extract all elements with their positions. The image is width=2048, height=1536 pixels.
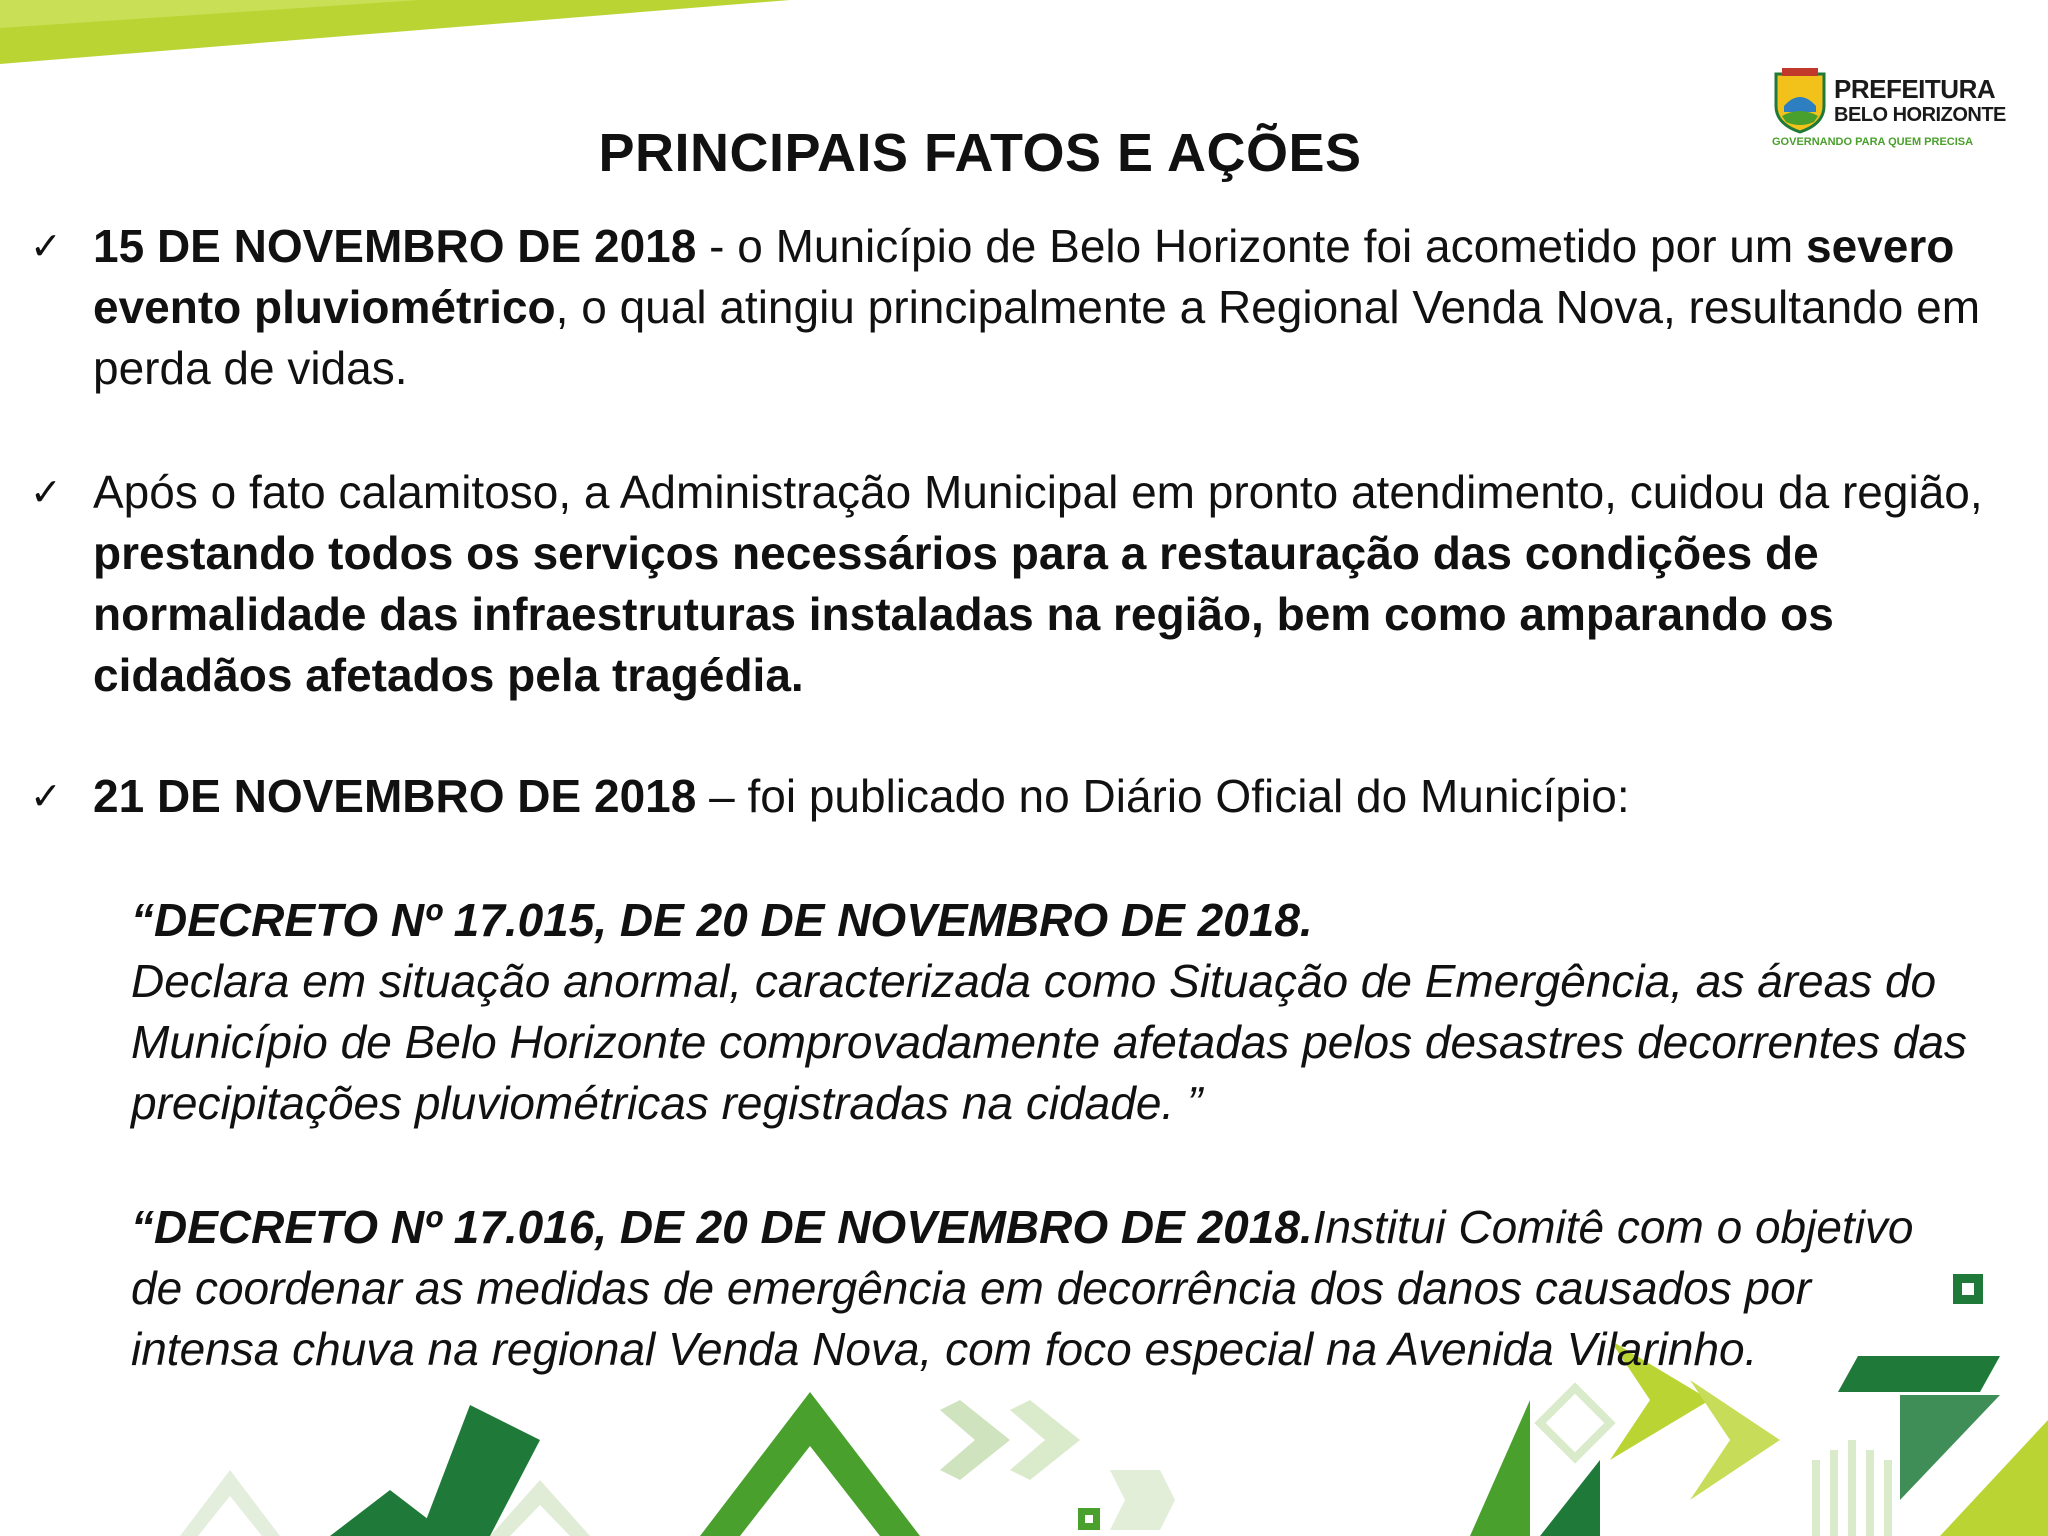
decree-title-2: “DECRETO Nº 17.016, DE 20 DE NOVEMBRO DE 2018.	[131, 1201, 1313, 1253]
logo-line-city: BELO HORIZONTE	[1834, 104, 2006, 126]
deco-triangle-green-2	[1470, 1400, 1530, 1536]
decree-body-1: Declara em situação anormal, caracterizada como Situação de Emergência, as áreas do Município de Belo Horizonte comprovadamente afetadas pelos desastres decorrentes das precipitações pluviométricas registradas na cidade. ”	[131, 955, 1967, 1129]
bullet-date-1: 15 DE NOVEMBRO DE 2018	[93, 220, 697, 272]
bullet-item-3	[30, 766, 1990, 827]
bullet-item-2	[30, 462, 1990, 706]
decree-title-1: “DECRETO Nº 17.015, DE 20 DE NOVEMBRO DE 2018.	[131, 894, 1313, 946]
decree-body-2: Institui Comitê com o objetivo de coordenar as medidas de emergência em decorrência dos danos causados por intensa chuva na regional Venda Nova, com foco especial na Avenida Vilarinho.	[131, 1201, 1914, 1375]
deco-triangle-dark-4	[1900, 1395, 2000, 1500]
deco-chevron-pale-3	[940, 1400, 1010, 1480]
deco-chevron-light-1	[180, 1470, 280, 1536]
bullet-text-2a: Após o fato calamitoso, a Administração Municipal em pronto atendimento, cuidou da região,	[93, 466, 1983, 518]
bullet-item-1	[30, 216, 1990, 399]
deco-diamond-outline	[1540, 1388, 1610, 1458]
bullet-emphasis-2: prestando todos os serviços necessários para a restauração das condições de normalidade das infraestruturas instaladas na região, bem como amparando os cidadãos afetados pela tragédia.	[93, 527, 1834, 701]
bullet-date-3: 21 DE NOVEMBRO DE 2018	[93, 770, 697, 822]
deco-triangle-dark-3	[1540, 1460, 1600, 1536]
page-title: PRINCIPAIS FATOS E AÇÕES	[598, 123, 1362, 183]
deco-chevron-lime-2	[1690, 1380, 1780, 1500]
bullet-text-1	[93, 216, 1990, 399]
decree-quote-1	[131, 890, 1971, 1134]
deco-chevron-green-1	[700, 1392, 920, 1536]
deco-chevron-pale-4	[1010, 1400, 1080, 1480]
bullet-text-3a: – foi publicado no Diário Oficial do Município:	[696, 770, 1630, 822]
bullet-text-1a: - o Município de Belo Horizonte foi acometido por um	[696, 220, 1806, 272]
deco-arrow-pale-5	[1110, 1470, 1175, 1530]
logo-tagline: GOVERNANDO PARA QUEM PRECISA	[1772, 136, 1974, 148]
logo-line-prefeitura: PREFEITURA	[1834, 74, 1996, 104]
deco-stripes	[1812, 1440, 1892, 1536]
decree-quote-2	[131, 1197, 1971, 1380]
check-icon: ✓	[30, 470, 62, 514]
bullet-text-1c: , o qual atingiu principalmente a Regional Venda Nova, resultando em perda de vidas.	[93, 281, 1981, 394]
bullet-emphasis-1: severo evento pluviométrico	[93, 220, 1955, 333]
bullet-text-3	[93, 766, 1990, 827]
bullet-text-2	[93, 462, 1990, 706]
check-icon: ✓	[30, 774, 62, 818]
deco-small-square-1-inner	[1085, 1515, 1093, 1523]
check-icon: ✓	[30, 224, 62, 268]
